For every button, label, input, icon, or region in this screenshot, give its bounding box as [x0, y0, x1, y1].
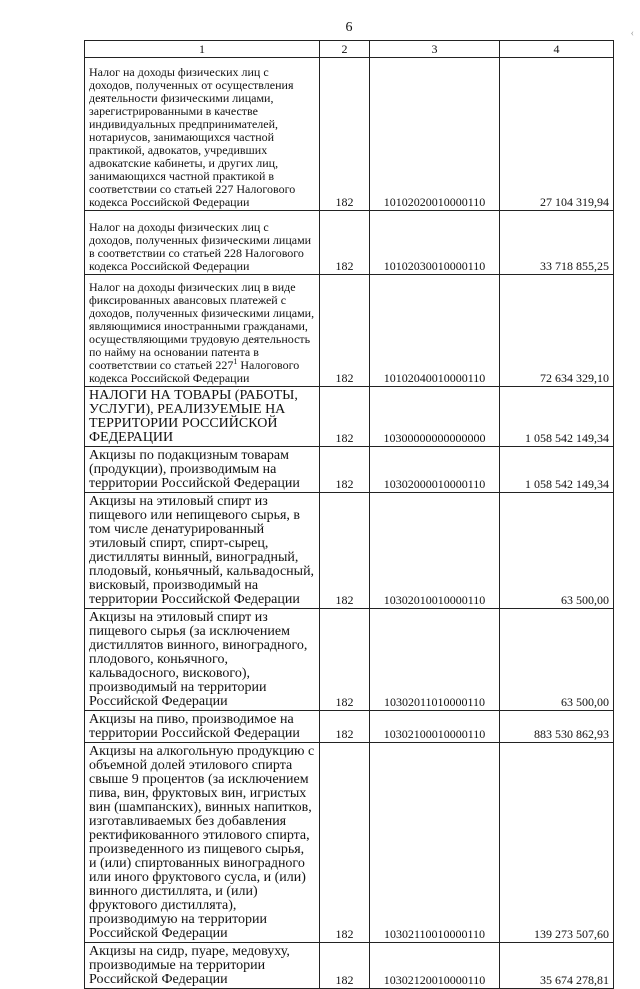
row-amount: 1 058 542 149,34: [500, 387, 614, 447]
row-amount: 883 530 862,93: [500, 711, 614, 743]
row-budget-code: 10302110010000110: [370, 743, 500, 943]
row-name: Акцизы на алкогольную продукцию с объемной долей этилового спирта свыше 9 процентов (за исключением пива, вин, фруктовых вин, игристых вин (шампанских), винных напитков, изготавливаемых без добавления ректификованного этилового спирта, произведенного из пищевого сырья, и (или) спиртованных виноградного или иного фруктового сусла, и (или) винного дистиллята, и (или) фруктового дистиллята), производимую на территории Российской Федерации: [85, 743, 320, 943]
row-budget-code: 10302010010000110: [370, 493, 500, 609]
row-amount: 72 634 329,10: [500, 275, 614, 387]
column-header-code: 3: [370, 41, 500, 58]
row-admin-code: 182: [320, 609, 370, 711]
table-row: [85, 275, 614, 387]
row-amount: 1 058 542 149,34: [500, 447, 614, 493]
column-header-admin: 2: [320, 41, 370, 58]
row-admin-code: 182: [320, 58, 370, 211]
table-header-row: [85, 41, 614, 58]
row-admin-code: 182: [320, 711, 370, 743]
row-budget-code: 10302000010000110: [370, 447, 500, 493]
row-budget-code: 10300000000000000: [370, 387, 500, 447]
table-row: [85, 943, 614, 989]
row-admin-code: 182: [320, 943, 370, 989]
row-amount: 33 718 855,25: [500, 211, 614, 275]
row-budget-code: 10302100010000110: [370, 711, 500, 743]
row-name-text-end: Налогового кодекса Российской Федерации: [89, 358, 300, 385]
row-budget-code: 10302011010000110: [370, 609, 500, 711]
row-name-text: Налог на доходы физических лиц в виде фиксированных авансовых платежей с доходов, полученных физическими лицами, являющимися иностранными гражданами, осуществляющими трудовую деятельность по найму на основании патента в соответствии со статьей 227: [89, 280, 315, 372]
table-row: [85, 447, 614, 493]
table-row: [85, 58, 614, 211]
row-name: Акцизы на сидр, пуаре, медовуху, производимые на территории Российской Федерации: [85, 943, 320, 989]
row-amount: 27 104 319,94: [500, 58, 614, 211]
page-number: 6: [345, 20, 353, 35]
column-header-name: 1: [85, 41, 320, 58]
margin-mark: ‹: [630, 28, 634, 39]
row-amount: 35 674 278,81: [500, 943, 614, 989]
row-budget-code: 10102030010000110: [370, 211, 500, 275]
table-row: [85, 743, 614, 943]
revenue-table: [84, 40, 614, 989]
row-admin-code: 182: [320, 493, 370, 609]
column-header-amount: 4: [500, 41, 614, 58]
row-admin-code: 182: [320, 387, 370, 447]
row-admin-code: 182: [320, 447, 370, 493]
row-admin-code: 182: [320, 275, 370, 387]
row-name: Налог на доходы физических лиц с доходов, полученных от осуществления деятельности физическими лицами, зарегистрированными в качестве индивидуальных предпринимателей, нотариусов, занимающихся частной практикой, адвокатов, учредивших адвокатские кабинеты, и других лиц, занимающихся частной практикой в соответствии со статьей 227 Налогового кодекса Российской Федерации: [85, 58, 320, 211]
row-budget-code: 10102020010000110: [370, 58, 500, 211]
row-admin-code: 182: [320, 743, 370, 943]
table-row: [85, 211, 614, 275]
row-amount: 63 500,00: [500, 493, 614, 609]
table-row: [85, 711, 614, 743]
row-budget-code: 10302120010000110: [370, 943, 500, 989]
row-name: Налог на доходы физических лиц с доходов, полученных физическими лицами в соответствии со статьей 228 Налогового кодекса Российской Федерации: [85, 211, 320, 275]
row-name: Акцизы по подакцизным товарам (продукции), производимым на территории Российской Федерации: [85, 447, 320, 493]
row-budget-code: 10102040010000110: [370, 275, 500, 387]
row-name: НАЛОГИ НА ТОВАРЫ (РАБОТЫ, УСЛУГИ), РЕАЛИЗУЕМЫЕ НА ТЕРРИТОРИИ РОССИЙСКОЙ ФЕДЕРАЦИИ: [85, 387, 320, 447]
row-amount: 139 273 507,60: [500, 743, 614, 943]
row-name: Акцизы на этиловый спирт из пищевого или непищевого сырья, в том числе денатурированный этиловый спирт, спирт-сырец, дистилляты винный, виноградный, плодовый, коньячный, кальвадосный, висковый, производимый на территории Российской Федерации: [85, 493, 320, 609]
table-row: [85, 609, 614, 711]
table-row-section: [85, 387, 614, 447]
row-name: [85, 275, 320, 387]
row-name: Акцизы на пиво, производимое на территории Российской Федерации: [85, 711, 320, 743]
row-admin-code: 182: [320, 211, 370, 275]
row-name-superscript: 1: [233, 357, 238, 366]
row-name: Акцизы на этиловый спирт из пищевого сырья (за исключением дистиллятов винного, виноградного, плодового, коньячного, кальвадосного, вискового), производимый на территории Российской Федерации: [85, 609, 320, 711]
row-amount: 63 500,00: [500, 609, 614, 711]
table-row: [85, 493, 614, 609]
